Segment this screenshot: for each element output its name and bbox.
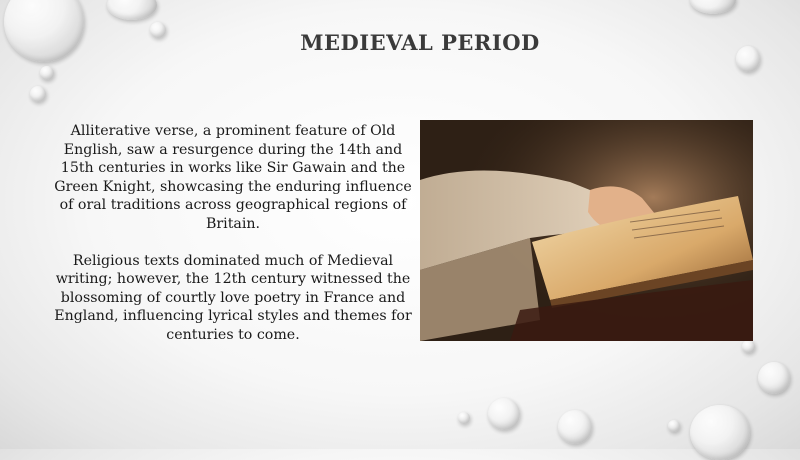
water-drop-decoration — [150, 22, 166, 38]
water-drop-decoration — [4, 0, 84, 62]
water-drop-decoration — [488, 398, 520, 430]
hand-reading-book-illustration — [420, 120, 753, 341]
water-drop-decoration — [742, 340, 755, 353]
slide-body-text — [52, 122, 414, 363]
water-drop-decoration — [736, 46, 760, 72]
slide-title: MEDIEVAL PERIOD — [300, 30, 540, 55]
water-drop-decoration — [107, 0, 157, 20]
water-drop-decoration — [558, 410, 592, 444]
water-drop-decoration — [690, 405, 750, 460]
water-drop-decoration — [458, 412, 470, 424]
paragraph-religious-texts: Religious texts dominated much of Medieval writing; however, the 12th century witnessed the blossoming of courtly love poetry in France and England, influencing lyrical styles and themes for centuries to come. — [54, 252, 412, 343]
water-drop-decoration — [40, 66, 54, 80]
water-drop-decoration — [668, 420, 680, 432]
medieval-book-photo — [420, 120, 753, 341]
water-drop-decoration — [30, 86, 46, 102]
paragraph-alliterative-verse: Alliterative verse, a prominent feature of Old English, saw a resurgence during the 14th and 15th centuries in works like Sir Gawain and the Green Knight, showcasing the enduring influence of oral traditions across geographical regions of Britain. — [54, 123, 412, 232]
water-drop-decoration — [690, 0, 736, 14]
water-drop-decoration — [758, 362, 790, 394]
